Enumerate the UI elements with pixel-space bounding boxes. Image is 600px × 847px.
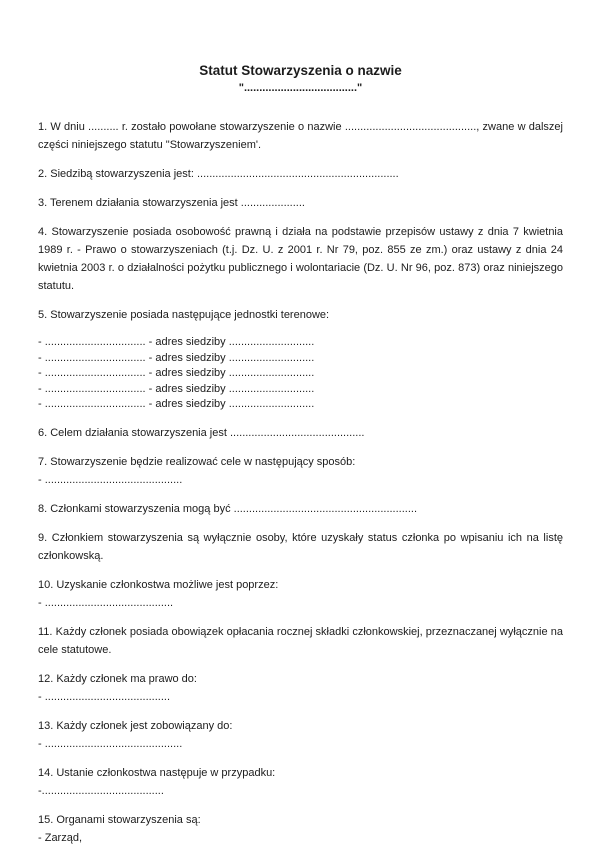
paragraph-14-blank-line: -........................................: [38, 784, 164, 797]
paragraph-1-founding-date: 1. W dniu .......... r. zostało powołane stowarzyszenie o nazwie ..........................................., zwane w dalszej części niniejszego statutu "Stowarzyszeniem'.: [38, 121, 563, 151]
association-name-blank: ".....................................": [238, 82, 363, 94]
territorial-unit-blank-line: - ................................. - adres siedziby ............................: [38, 336, 315, 348]
title-block: [38, 62, 563, 96]
document-title: Statut Stowarzyszenia o nazwie: [199, 63, 402, 78]
paragraph-6-purpose: 6. Celem działania stowarzyszenia jest ............................................: [38, 426, 365, 439]
paragraph-7-blank-line: - .............................................: [38, 473, 183, 486]
paragraph-7-methods: [38, 453, 563, 489]
paragraph-7-heading: 7. Stowarzyszenie będzie realizować cele w następujący sposób:: [38, 455, 356, 468]
territorial-unit-blank-line: - ................................. - adres siedziby ............................: [38, 398, 315, 410]
paragraph-2-seat: 2. Siedzibą stowarzyszenia jest: ..................................................................: [38, 168, 399, 180]
paragraph-12-heading: 12. Każdy członek ma prawo do:: [38, 672, 197, 685]
territorial-units-list: [38, 335, 563, 413]
paragraph-13-heading: 13. Każdy członek jest zobowiązany do:: [38, 719, 233, 732]
paragraph-12-blank-line: - .........................................: [38, 690, 171, 703]
paragraph-15-organs: [38, 811, 563, 847]
paragraph-11-membership-fee: 11. Każdy członek posiada obowiązek opłacania rocznej składki członkowskiej, przeznaczanej wyłącznie na cele statutowe.: [38, 625, 563, 656]
paragraph-15-heading: 15. Organami stowarzyszenia są:: [38, 813, 201, 826]
paragraph-10-blank-line: - ..........................................: [38, 596, 174, 609]
paragraph-4-legal-basis: 4. Stowarzyszenie posiada osobowość prawną i działa na podstawie przepisów ustawy z dnia 7 kwietnia 1989 r. - Prawo o stowarzyszeniach (t.j. Dz. U. z 2001 r. Nr 79, poz. 855 ze zm.) oraz ustawy z dnia 24 kwietnia 2003 r. o działalności pożytku publicznego i wolontariacie (Dz. U. Nr 96, poz. 873) oraz niniejszego statutu.: [38, 226, 563, 292]
paragraph-10-membership-acquisition: [38, 576, 563, 612]
paragraph-14-membership-termination: [38, 764, 563, 800]
paragraph-13-member-obligations: [38, 717, 563, 753]
paragraph-10-heading: 10. Uzyskanie członkostwa możliwe jest poprzez:: [38, 578, 279, 591]
territorial-unit-blank-line: - ................................. - adres siedziby ............................: [38, 351, 315, 364]
territorial-unit-blank-line: - ................................. - adres siedziby ............................: [38, 367, 315, 379]
paragraph-12-member-rights: [38, 670, 563, 706]
paragraph-13-blank-line: - .............................................: [38, 737, 183, 750]
paragraph-8-members: 8. Członkami stowarzyszenia mogą być ............................................................: [38, 502, 418, 515]
paragraph-15-board-item: - Zarząd,: [38, 831, 83, 844]
paragraph-3-territory: 3. Terenem działania stowarzyszenia jest .....................: [38, 197, 305, 209]
territorial-unit-blank-line: - ................................. - adres siedziby ............................: [38, 382, 315, 395]
paragraph-9-membership-status: 9. Członkiem stowarzyszenia są wyłącznie osoby, które uzyskały status członka po wpisaniu ich na listę członkowską.: [38, 531, 563, 562]
paragraph-14-heading: 14. Ustanie członkostwa następuje w przypadku:: [38, 766, 276, 779]
paragraph-5-territorial-units-heading: 5. Stowarzyszenie posiada następujące jednostki terenowe:: [38, 309, 330, 321]
